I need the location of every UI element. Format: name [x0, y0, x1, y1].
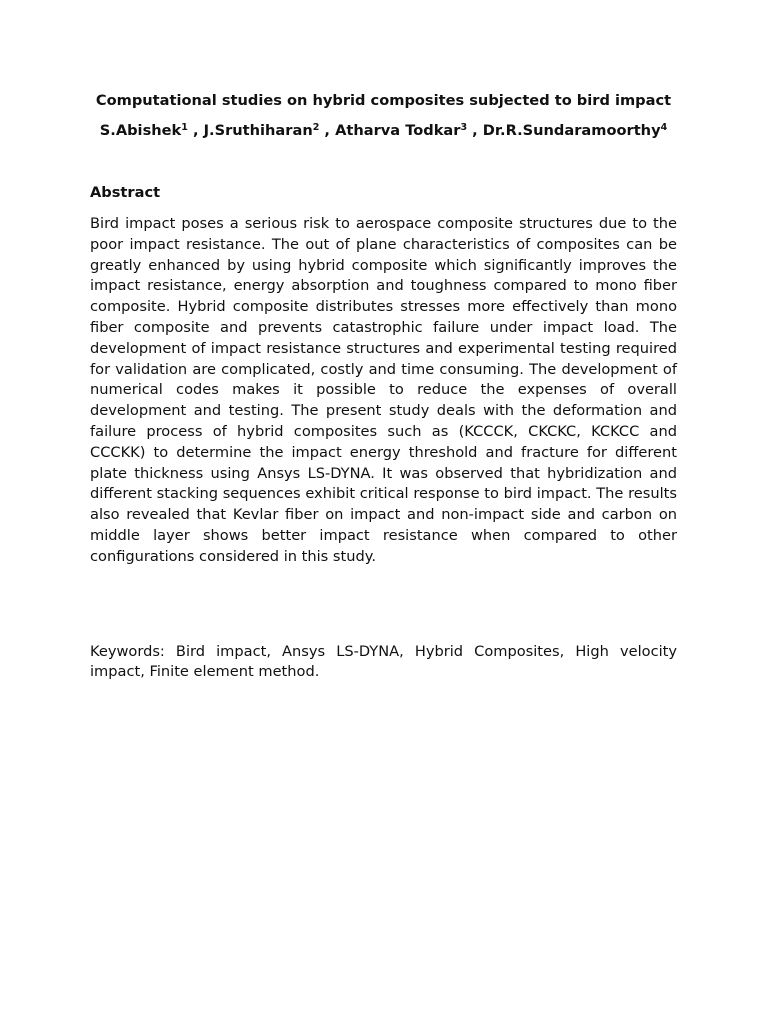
document-page: [90, 90, 677, 683]
author-name: Atharva Todkar: [335, 122, 461, 139]
author-separator: ,: [187, 122, 204, 139]
author-affiliation: 2: [312, 122, 320, 133]
author-name: J.Sruthiharan: [203, 122, 313, 139]
author-separator: ,: [467, 122, 483, 139]
abstract-text: Bird impact poses a serious risk to aerospace composite structures due to the poor impact resistance. The out of plane characteristics of composites can be greatly enhanced by using hybrid composite which significantly improves the impact resistance, energy absorption and toughness compared to mono fiber composite. Hybrid composite distributes stresses more effectively than mono fiber composite and prevents catastrophic failure under impact load. The development of impact resistance structures and experimental testing required for validation are complicated, costly and time consuming. The development of numerical codes makes it possible to reduce the expenses of overall development and testing. The present study deals with the deformation and failure process of hybrid composites such as (KCCCK, CKCKC, KCKCC and CCCKK) to determine the impact energy threshold and fracture for different plate thickness using Ansys LS-DYNA. It was observed that hybridization and different stacking sequences exhibit critical response to bird impact. The results also revealed that Kevlar fiber on impact and non-impact side and carbon on middle layer shows better impact resistance when compared to other configurations considered in this study.: [90, 215, 677, 565]
author-separator: ,: [319, 122, 336, 139]
author-name: S.Abishek: [99, 122, 182, 139]
author-affiliation: 4: [660, 122, 668, 133]
keywords-text: Keywords: Bird impact, Ansys LS-DYNA, Hybrid Composites, High velocity impact, Finite element method.: [90, 642, 677, 681]
abstract-heading: Abstract: [90, 184, 161, 201]
author-list: [90, 120, 677, 141]
author-affiliation: 1: [181, 122, 188, 133]
author-affiliation: 3: [460, 122, 468, 133]
author-name: Dr.R.Sundaramoorthy: [482, 122, 661, 139]
paper-title: Computational studies on hybrid composites subjected to bird impact: [95, 92, 672, 109]
